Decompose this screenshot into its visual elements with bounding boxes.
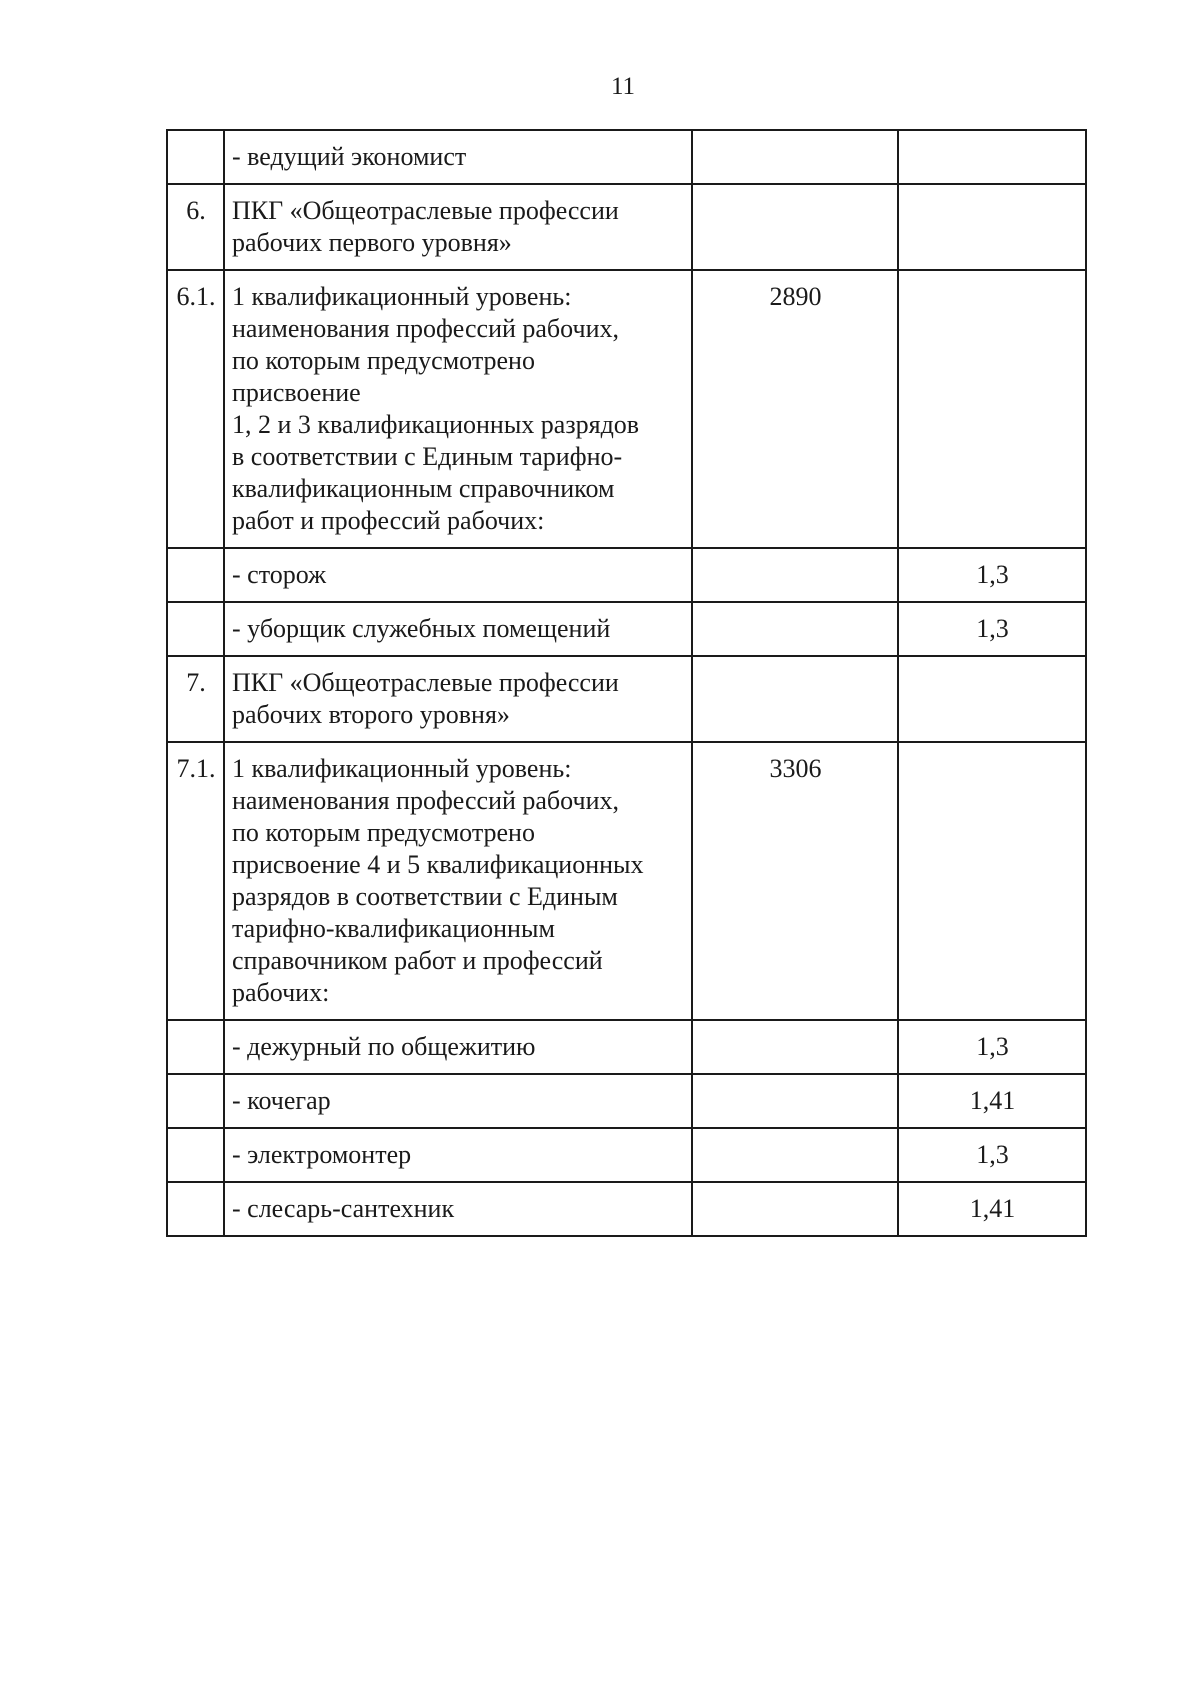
position-name-line: - электромонтер	[232, 1140, 412, 1169]
coefficient-cell: 1,3	[898, 1128, 1086, 1182]
row-number-cell: 7.1.	[167, 742, 224, 1020]
position-name-line: - слесарь-сантехник	[232, 1194, 455, 1223]
page-number: 11	[610, 73, 636, 100]
row-number-cell: 7.	[167, 656, 224, 742]
base-salary-cell	[692, 1128, 898, 1182]
row-number-cell	[167, 1074, 224, 1128]
position-name-line: разрядов в соответствии с Единым	[232, 882, 618, 911]
coefficient-cell	[898, 742, 1086, 1020]
position-name-line: наименования профессий рабочих,	[232, 786, 619, 815]
position-name-cell	[224, 602, 692, 656]
position-name-line: - сторож	[232, 560, 327, 589]
position-name-cell	[224, 1182, 692, 1236]
position-name-line: по которым предусмотрено	[232, 346, 535, 375]
base-salary-cell	[692, 184, 898, 270]
coefficient-cell	[898, 656, 1086, 742]
base-salary-cell	[692, 1074, 898, 1128]
position-name-line: 1, 2 и 3 квалификационных разрядов	[232, 410, 640, 439]
table-row	[167, 742, 1086, 1020]
base-salary-cell	[692, 1020, 898, 1074]
position-name-line: присвоение	[232, 378, 361, 407]
position-name-cell	[224, 270, 692, 548]
position-name-cell	[224, 1128, 692, 1182]
table-row	[167, 1074, 1086, 1128]
position-name-line: наименования профессий рабочих,	[232, 314, 619, 343]
position-name-line: ПКГ «Общеотраслевые профессии	[232, 668, 619, 697]
table-row	[167, 184, 1086, 270]
position-name-line: - кочегар	[232, 1086, 331, 1115]
position-name-line: ПКГ «Общеотраслевые профессии	[232, 196, 619, 225]
base-salary-cell	[692, 130, 898, 184]
table-row	[167, 1020, 1086, 1074]
position-name-line: присвоение 4 и 5 квалификационных	[232, 850, 644, 879]
position-name-line: - дежурный по общежитию	[232, 1032, 536, 1061]
position-name-cell	[224, 1074, 692, 1128]
base-salary-cell	[692, 1182, 898, 1236]
table-row	[167, 270, 1086, 548]
table-row	[167, 1128, 1086, 1182]
row-number-cell	[167, 1020, 224, 1074]
base-salary-cell: 2890	[692, 270, 898, 548]
row-number-cell	[167, 602, 224, 656]
row-number-cell	[167, 1182, 224, 1236]
position-name-line: - уборщик служебных помещений	[232, 614, 611, 643]
table-row	[167, 130, 1086, 184]
coefficient-cell	[898, 270, 1086, 548]
position-name-line: тарифно-квалификационным	[232, 914, 555, 943]
base-salary-cell	[692, 656, 898, 742]
position-name-line: рабочих первого уровня»	[232, 228, 512, 257]
position-name-cell	[224, 548, 692, 602]
position-name-line: справочником работ и профессий	[232, 946, 603, 975]
table-row	[167, 1182, 1086, 1236]
row-number-cell	[167, 548, 224, 602]
position-name-line: работ и профессий рабочих:	[232, 506, 545, 535]
base-salary-cell	[692, 548, 898, 602]
base-salary-cell	[692, 602, 898, 656]
position-name-line: 1 квалификационный уровень:	[232, 282, 572, 311]
row-number-cell: 6.	[167, 184, 224, 270]
position-name-cell	[224, 742, 692, 1020]
table-body	[167, 130, 1086, 1236]
coefficient-cell	[898, 184, 1086, 270]
table-row	[167, 548, 1086, 602]
position-name-cell	[224, 656, 692, 742]
coefficient-cell: 1,3	[898, 1020, 1086, 1074]
coefficient-cell: 1,41	[898, 1182, 1086, 1236]
row-number-cell	[167, 130, 224, 184]
row-number-cell: 6.1.	[167, 270, 224, 548]
coefficient-cell	[898, 130, 1086, 184]
salary-table	[166, 129, 1087, 1237]
position-name-line: рабочих второго уровня»	[232, 700, 510, 729]
coefficient-cell: 1,3	[898, 548, 1086, 602]
position-name-line: квалификационным справочником	[232, 474, 615, 503]
position-name-line: рабочих:	[232, 978, 330, 1007]
coefficient-cell: 1,3	[898, 602, 1086, 656]
position-name-line: по которым предусмотрено	[232, 818, 535, 847]
position-name-cell	[224, 130, 692, 184]
coefficient-cell: 1,41	[898, 1074, 1086, 1128]
row-number-cell	[167, 1128, 224, 1182]
position-name-cell	[224, 1020, 692, 1074]
position-name-line: - ведущий экономист	[232, 142, 467, 171]
table-row	[167, 602, 1086, 656]
position-name-line: 1 квалификационный уровень:	[232, 754, 572, 783]
position-name-line: в соответствии с Единым тарифно-	[232, 442, 623, 471]
base-salary-cell: 3306	[692, 742, 898, 1020]
position-name-cell	[224, 184, 692, 270]
table-row	[167, 656, 1086, 742]
